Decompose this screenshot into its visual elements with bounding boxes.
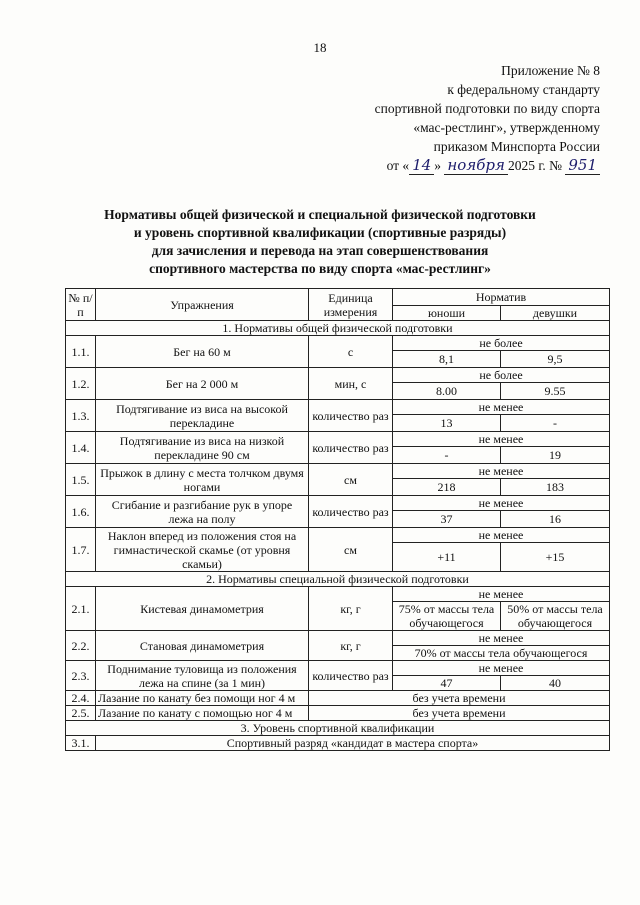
row-girls: +15 [501, 543, 610, 572]
row-qualifier: не менее [393, 496, 610, 511]
appendix-line: спортивной подготовки по виду спорта [374, 101, 600, 116]
row-girls: 9.55 [501, 383, 610, 400]
row-exercise: Бег на 60 м [96, 336, 309, 368]
section1-rows [66, 336, 610, 572]
table-row [66, 528, 610, 543]
row-qualifier: не менее [393, 661, 610, 676]
col-header-unit: Единица измерения [309, 289, 393, 321]
row-num: 1.4. [66, 432, 96, 464]
row-girls: 50% от массы тела обучающегося [501, 602, 610, 631]
row-girls: 9,5 [501, 351, 610, 368]
table-row [66, 706, 610, 721]
row-boys: 37 [393, 511, 501, 528]
date-year: 2025 г. № [507, 158, 562, 173]
row-exercise: Сгибание и разгибание рук в упоре лежа на полу [96, 496, 309, 528]
section-title: 3. Уровень спортивной квалификации [66, 721, 610, 736]
row-girls: 19 [501, 447, 610, 464]
row-unit: мин, с [309, 368, 393, 400]
row-num: 2.5. [66, 706, 96, 721]
row-exercise: Лазание по канату без помощи ног 4 м [96, 691, 309, 706]
section-row [66, 721, 610, 736]
row-qualifier: не менее [393, 432, 610, 447]
appendix-header [300, 61, 600, 175]
table-row [66, 736, 610, 751]
table-row [66, 496, 610, 511]
row-exercise: Подтягивание из виса на высокой перекладине [96, 400, 309, 432]
norms-table [65, 288, 610, 751]
title-line: Нормативы общей физической и специальной физической подготовки [104, 207, 536, 222]
table-row [66, 691, 610, 706]
col-header-girls: девушки [501, 306, 610, 321]
row-boys: 8.00 [393, 383, 501, 400]
row-value: без учета времени [309, 706, 610, 721]
document-title [20, 206, 620, 278]
section-title: 1. Нормативы общей физической подготовки [66, 321, 610, 336]
row-num: 1.5. [66, 464, 96, 496]
row-girls: 40 [501, 676, 610, 691]
page-number: 18 [313, 40, 327, 55]
row-boys: 13 [393, 415, 501, 432]
row-unit: количество раз [309, 432, 393, 464]
row-boys: 75% от массы тела обучающегося [393, 602, 501, 631]
row-exercise: Подтягивание из виса на низкой перекладине 90 см [96, 432, 309, 464]
row-qualifier: не более [393, 368, 610, 383]
row-qualifier: не более [393, 336, 610, 351]
table-row [66, 631, 610, 646]
title-line: и уровень спортивной квалификации (спортивные разряды) [133, 225, 507, 240]
row-boys: - [393, 447, 501, 464]
handwritten-day: 14 [409, 156, 434, 175]
table-row [66, 336, 610, 351]
row-exercise: Бег на 2 000 м [96, 368, 309, 400]
row-exercise: Кистевая динамометрия [96, 587, 309, 631]
col-header-norm: Норматив [393, 289, 610, 306]
title-line: спортивного мастерства по виду спорта «мас-рестлинг» [149, 261, 491, 276]
row-value: без учета времени [309, 691, 610, 706]
row-num: 1.3. [66, 400, 96, 432]
row-exercise: Поднимание туловища из положения лежа на спине (за 1 мин) [96, 661, 309, 691]
row-num: 2.4. [66, 691, 96, 706]
row-qualifier: не менее [393, 464, 610, 479]
appendix-line: «мас-рестлинг», утвержденному [413, 120, 600, 135]
title-line: для зачисления и перевода на этап совершенствования [151, 243, 489, 258]
row-value: 70% от массы тела обучающегося [393, 646, 610, 661]
row-qualifier: не менее [393, 400, 610, 415]
col-header-boys: юноши [393, 306, 501, 321]
row-girls: 183 [501, 479, 610, 496]
row-boys: 218 [393, 479, 501, 496]
row-exercise: Наклон вперед из положения стоя на гимнастической скамье (от уровня скамьи) [96, 528, 309, 572]
table-row [66, 464, 610, 479]
handwritten-order-number: 951 [565, 156, 600, 175]
order-date-line [300, 156, 600, 175]
row-girls: - [501, 415, 610, 432]
appendix-title: Приложение № 8 [501, 63, 600, 78]
row-girls: 16 [501, 511, 610, 528]
handwritten-month: ноября [444, 156, 508, 175]
row-num: 1.7. [66, 528, 96, 572]
table-row [66, 661, 610, 676]
row-num: 2.2. [66, 631, 96, 661]
row-unit: кг, г [309, 631, 393, 661]
row-num: 2.3. [66, 661, 96, 691]
date-mid: » [434, 158, 442, 173]
row-num: 1.1. [66, 336, 96, 368]
section-row [66, 572, 610, 587]
row-exercise: Прыжок в длину с места толчком двумя ногами [96, 464, 309, 496]
table-row [66, 432, 610, 447]
row-boys: +11 [393, 543, 501, 572]
row-unit: количество раз [309, 661, 393, 691]
row-exercise: Лазание по канату с помощью ног 4 м [96, 706, 309, 721]
table-row [66, 400, 610, 415]
row-unit: см [309, 528, 393, 572]
row-unit: количество раз [309, 400, 393, 432]
col-header-exercise: Упражнения [96, 289, 309, 321]
row-unit: количество раз [309, 496, 393, 528]
date-prefix: от « [386, 158, 410, 173]
row-num: 1.6. [66, 496, 96, 528]
col-header-num: № п/п [66, 289, 96, 321]
row-num: 1.2. [66, 368, 96, 400]
row-unit: кг, г [309, 587, 393, 631]
row-unit: с [309, 336, 393, 368]
table-row [66, 368, 610, 383]
row-exercise: Становая динамометрия [96, 631, 309, 661]
appendix-line: приказом Минспорта России [433, 139, 600, 154]
row-value: Спортивный разряд «кандидат в мастера спорта» [96, 736, 610, 751]
table-header-row [66, 289, 610, 306]
section-row [66, 321, 610, 336]
row-qualifier: не менее [393, 631, 610, 646]
row-num: 3.1. [66, 736, 96, 751]
appendix-line: к федеральному стандарту [447, 82, 600, 97]
row-boys: 8,1 [393, 351, 501, 368]
row-qualifier: не менее [393, 528, 610, 543]
section-title: 2. Нормативы специальной физической подготовки [66, 572, 610, 587]
row-unit: см [309, 464, 393, 496]
row-num: 2.1. [66, 587, 96, 631]
table-row [66, 587, 610, 602]
row-boys: 47 [393, 676, 501, 691]
row-qualifier: не менее [393, 587, 610, 602]
